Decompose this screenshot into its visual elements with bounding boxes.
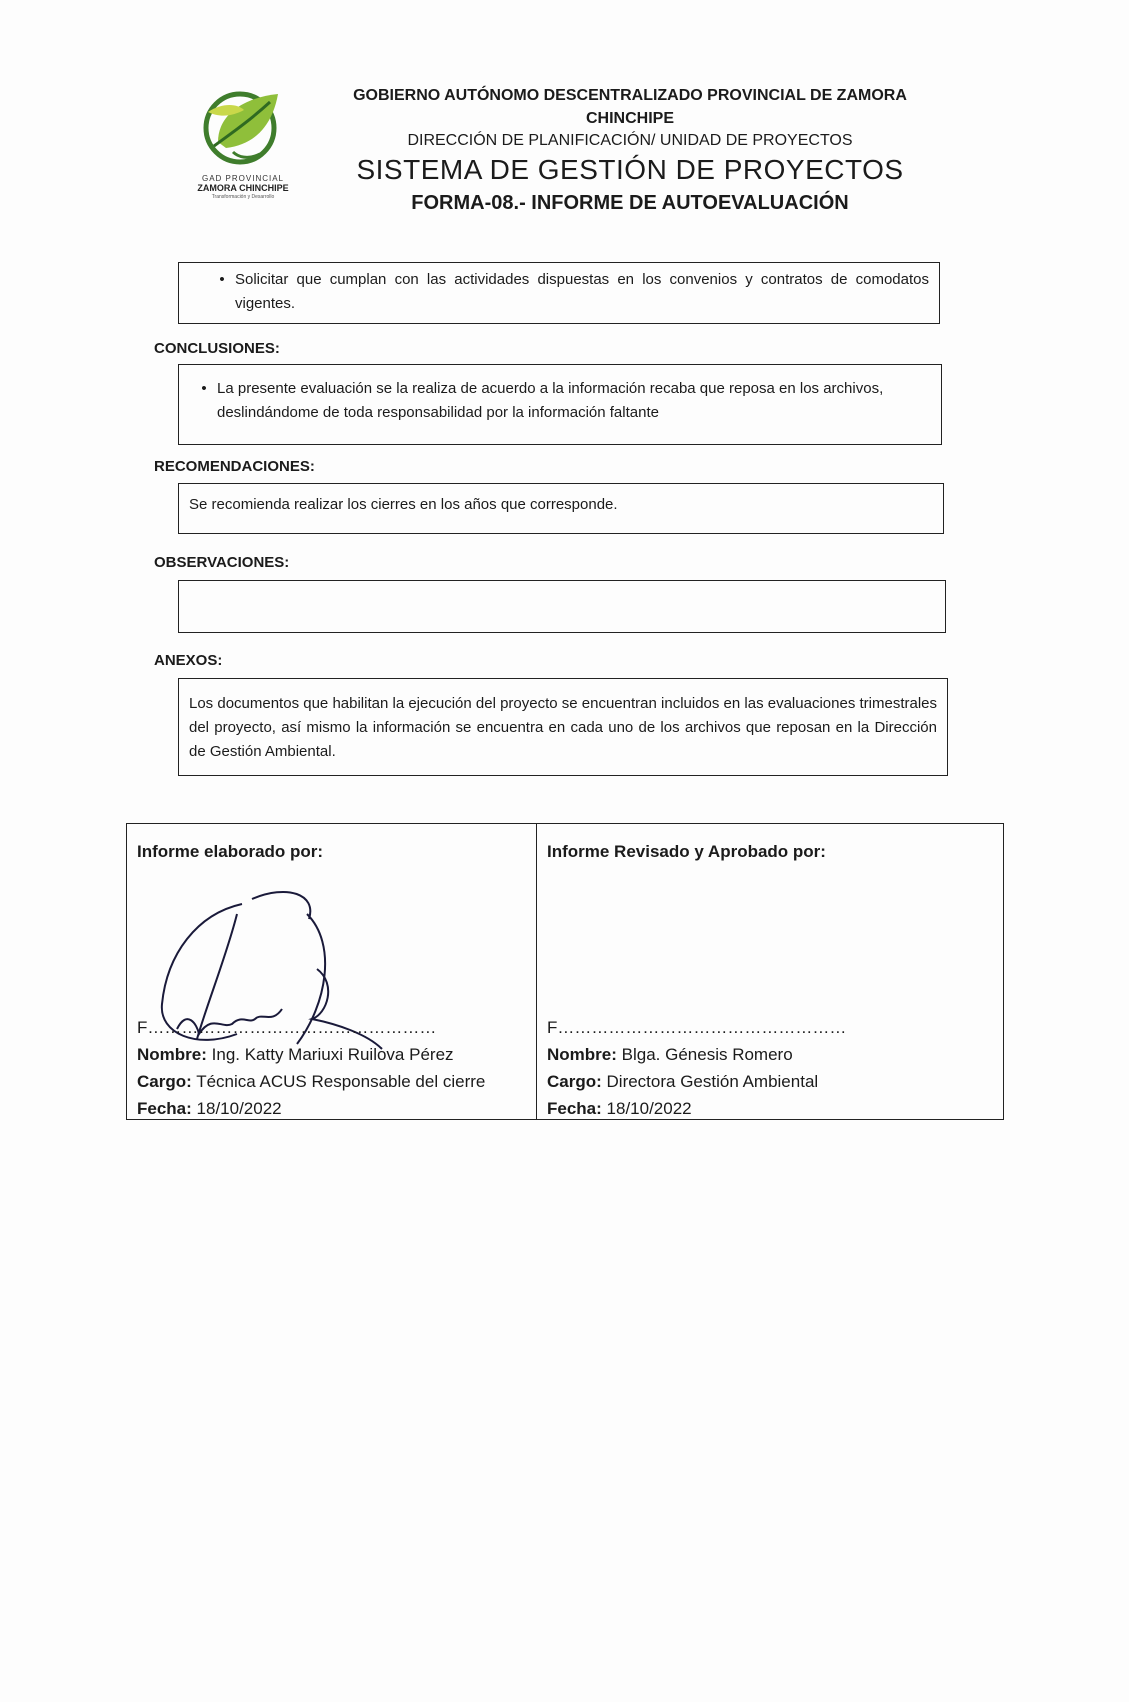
- elaborated-by-title: Informe elaborado por:: [137, 842, 324, 861]
- recomendaciones-box: [178, 483, 944, 534]
- bullet-icon: •: [219, 271, 225, 288]
- right-fecha-row: [547, 1095, 846, 1122]
- gov-name-line1: GOBIERNO AUTÓNOMO DESCENTRALIZADO PROVINCIAL DE ZAMORA: [353, 87, 907, 104]
- conclusiones-label: CONCLUSIONES:: [154, 340, 280, 357]
- logo-caption-3: Transformación y Desarrollo: [211, 194, 275, 200]
- right-fecha-label: Fecha:: [547, 1099, 602, 1118]
- right-nombre-label: Nombre:: [547, 1045, 617, 1064]
- left-fecha-label: Fecha:: [137, 1099, 192, 1118]
- right-fecha-value: 18/10/2022: [606, 1099, 692, 1118]
- document-header: [330, 84, 930, 215]
- elaborated-by-cell: [127, 824, 537, 1119]
- right-nombre-row: [547, 1041, 846, 1068]
- system-title: SISTEMA DE GESTIÓN DE PROYECTOS: [356, 154, 904, 185]
- conclusiones-box: [178, 364, 942, 445]
- left-nombre-value: Ing. Katty Mariuxi Ruilova Pérez: [211, 1045, 454, 1064]
- approved-by-title: Informe Revisado y Aprobado por:: [547, 842, 826, 861]
- left-nombre-label: Nombre:: [137, 1045, 207, 1064]
- recomendaciones-label: RECOMENDACIONES:: [154, 458, 315, 475]
- observaciones-box: [178, 580, 946, 633]
- bullet-icon: •: [201, 380, 207, 397]
- direction-name: DIRECCIÓN DE PLANIFICACIÓN/ UNIDAD DE PROYECTOS: [407, 132, 853, 149]
- observaciones-label: OBSERVACIONES:: [154, 554, 290, 571]
- signature-table: [126, 823, 1004, 1120]
- approved-by-cell: [537, 824, 1003, 1119]
- right-cargo-label: Cargo:: [547, 1072, 602, 1091]
- left-fecha-value: 18/10/2022: [196, 1099, 282, 1118]
- left-cargo-label: Cargo:: [137, 1072, 192, 1091]
- right-cargo-value: Directora Gestión Ambiental: [606, 1072, 819, 1091]
- left-nombre-row: [137, 1041, 485, 1068]
- left-cargo-value: Técnica ACUS Responsable del cierre: [196, 1072, 486, 1091]
- gad-logo: [178, 82, 308, 202]
- logo-caption-2: ZAMORA CHINCHIPE: [197, 183, 289, 193]
- top-box-text: Solicitar que cumplan con las actividades dispuestas en los convenios y contratos de comodatos vigentes.: [235, 271, 929, 312]
- recommendation-continuation-box: [178, 262, 940, 324]
- conclusiones-text: La presente evaluación se la realiza de acuerdo a la información recaba que reposa en los archivos, deslindándome de toda responsabilidad por la información faltante: [217, 380, 884, 421]
- left-cargo-row: [137, 1068, 485, 1095]
- form-title: FORMA-08.- INFORME DE AUTOEVALUACIÓN: [411, 192, 849, 214]
- anexos-box: [178, 678, 948, 776]
- right-nombre-value: Blga. Génesis Romero: [621, 1045, 793, 1064]
- right-firma-line: F……………………………………………: [547, 1018, 847, 1037]
- logo-caption-1: GAD PROVINCIAL: [201, 174, 284, 183]
- anexos-label: ANEXOS:: [154, 652, 223, 669]
- recomendaciones-text: Se recomienda realizar los cierres en los años que corresponde.: [189, 496, 618, 513]
- left-firma-line: F……………………………………………: [137, 1018, 437, 1037]
- right-cargo-row: [547, 1068, 846, 1095]
- leaf-logo-icon: [178, 82, 308, 172]
- anexos-text: Los documentos que habilitan la ejecución del proyecto se encuentran incluidos en las evaluaciones trimestrales del proyecto, así mismo la información se encuentra en cada uno de los archivos que reposan en la Dirección de Gestión Ambiental.: [189, 695, 937, 760]
- gov-name-line2: CHINCHIPE: [585, 110, 674, 127]
- left-fecha-row: [137, 1095, 485, 1122]
